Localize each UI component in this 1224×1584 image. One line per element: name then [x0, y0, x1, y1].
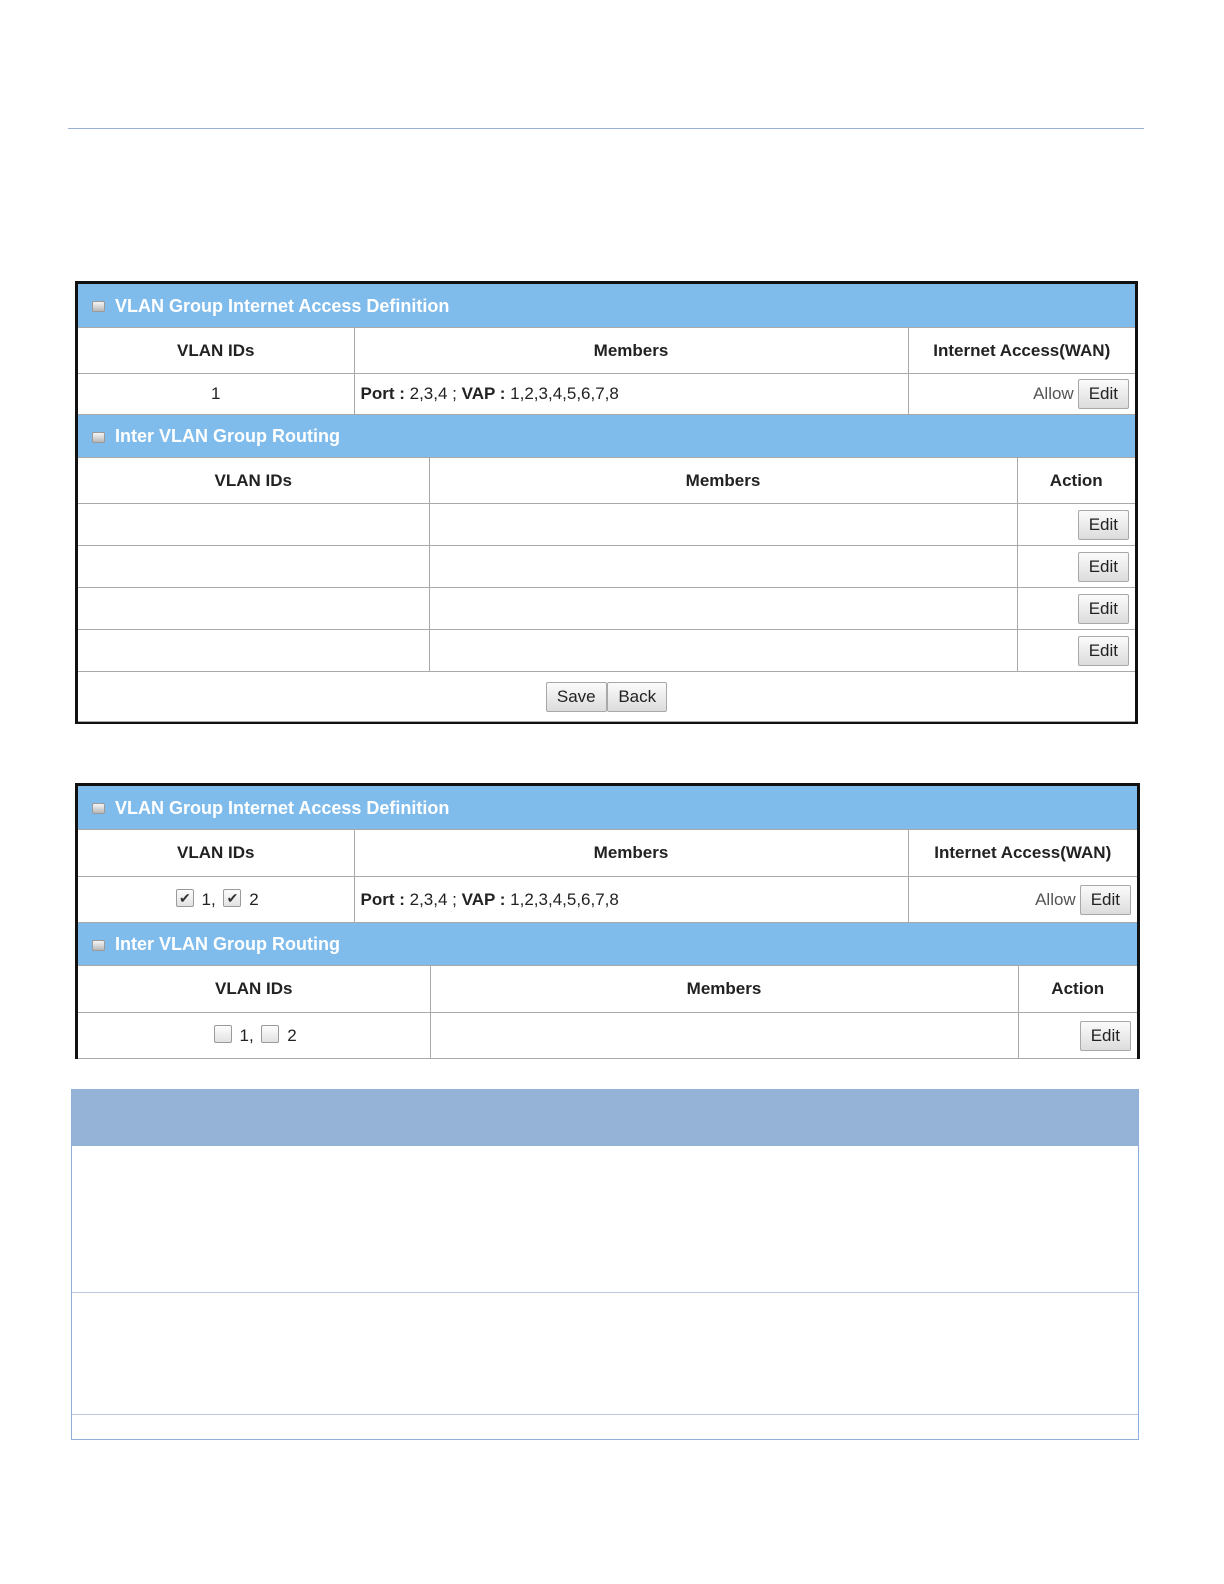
routing-action-cell [1017, 630, 1135, 672]
routing-action-cell [1018, 1013, 1137, 1059]
routing-vlan-2-checkbox[interactable] [261, 1025, 279, 1043]
save-button[interactable]: Save [546, 682, 607, 712]
separator: ; [452, 384, 457, 403]
vap-label: VAP : [461, 889, 506, 909]
access-row [78, 877, 1137, 923]
col-header-action: Action [1017, 458, 1135, 504]
routing-members-cell [429, 546, 1017, 588]
routing-members-cell [429, 504, 1017, 546]
routing-vlan-cell [78, 546, 429, 588]
port-label: Port : [360, 889, 405, 909]
port-label: Port : [360, 384, 405, 403]
access-header-row [78, 830, 1137, 877]
routing-vlan-cell [78, 1013, 430, 1059]
vlan-config-table-2 [78, 786, 1137, 923]
vap-value: 1,2,3,4,5,6,7,8 [510, 889, 619, 909]
routing-members-cell [429, 588, 1017, 630]
vlan-id-cell: 1 [78, 374, 354, 415]
routing-vlan-1-checkbox[interactable] [214, 1025, 232, 1043]
section-title: Inter VLAN Group Routing [115, 426, 340, 446]
col-header-internet-access: Internet Access(WAN) [908, 328, 1135, 374]
routing-members-cell [430, 1013, 1018, 1059]
routing-row [78, 504, 1135, 546]
members-cell [354, 374, 908, 415]
section-title: VLAN Group Internet Access Definition [115, 797, 450, 818]
col-header-members: Members [430, 966, 1018, 1013]
routing-vlan-1-label: 1, [239, 1025, 254, 1045]
access-row [78, 374, 1135, 415]
section-title: VLAN Group Internet Access Definition [115, 295, 450, 316]
routing-row [78, 1013, 1137, 1059]
access-status: Allow [1033, 384, 1074, 403]
routing-vlan-cell [78, 504, 429, 546]
routing-header-row [78, 458, 1135, 504]
col-header-vlan-ids: VLAN IDs [78, 458, 429, 504]
internet-access-cell [908, 877, 1137, 923]
routing-action-cell [1017, 588, 1135, 630]
description-table [71, 1089, 1139, 1440]
button-row [78, 672, 1135, 722]
routing-row [78, 546, 1135, 588]
section-bullet-icon [92, 803, 105, 814]
vlan-config-table-1 [78, 284, 1135, 415]
col-header-members: Members [429, 458, 1017, 504]
description-row [72, 1415, 1138, 1439]
description-row [72, 1146, 1138, 1293]
section-header-routing [78, 924, 1137, 966]
vlan-id-cell [78, 877, 354, 923]
col-header-internet-access: Internet Access(WAN) [908, 830, 1137, 877]
page-header-rule [68, 128, 1144, 129]
col-header-vlan-ids: VLAN IDs [78, 830, 354, 877]
col-header-members: Members [354, 328, 908, 374]
routing-action-cell [1017, 546, 1135, 588]
vlan-config-panel-1 [75, 281, 1138, 724]
edit-routing-button[interactable]: Edit [1078, 636, 1129, 666]
vlan-2-label: 2 [249, 889, 259, 909]
vlan-1-label: 1, [201, 889, 216, 909]
section-header-access [78, 285, 1135, 328]
col-header-vlan-ids: VLAN IDs [78, 966, 430, 1013]
back-button[interactable]: Back [607, 682, 667, 712]
description-table-header [72, 1089, 1138, 1146]
edit-routing-button[interactable]: Edit [1078, 510, 1129, 540]
members-cell [354, 877, 908, 923]
vap-value: 1,2,3,4,5,6,7,8 [510, 384, 619, 403]
section-header-routing [78, 416, 1135, 458]
separator: ; [452, 889, 457, 909]
vap-label: VAP : [461, 384, 506, 403]
section-bullet-icon [92, 940, 105, 951]
routing-vlan-2-label: 2 [287, 1025, 297, 1045]
section-title: Inter VLAN Group Routing [115, 934, 340, 954]
col-header-members: Members [354, 830, 908, 877]
description-row [72, 1293, 1138, 1415]
vlan-routing-table-1 [78, 415, 1135, 722]
routing-row [78, 630, 1135, 672]
edit-routing-button[interactable]: Edit [1078, 552, 1129, 582]
internet-access-cell [908, 374, 1135, 415]
edit-routing-button[interactable]: Edit [1078, 594, 1129, 624]
routing-action-cell [1017, 504, 1135, 546]
section-header-access [78, 787, 1137, 830]
vlan-config-panel-2 [75, 783, 1140, 1059]
section-bullet-icon [92, 301, 105, 312]
col-header-action: Action [1018, 966, 1137, 1013]
access-status: Allow [1035, 889, 1076, 909]
col-header-vlan-ids: VLAN IDs [78, 328, 354, 374]
port-value: 2,3,4 [409, 889, 448, 909]
routing-vlan-cell [78, 630, 429, 672]
vlan-2-checkbox[interactable]: ✔ [223, 889, 241, 907]
edit-access-button[interactable]: Edit [1080, 885, 1131, 915]
vlan-1-checkbox[interactable]: ✔ [176, 889, 194, 907]
routing-row [78, 588, 1135, 630]
routing-vlan-cell [78, 588, 429, 630]
routing-header-row [78, 966, 1137, 1013]
vlan-routing-table-2 [78, 923, 1137, 1059]
access-header-row [78, 328, 1135, 374]
routing-members-cell [429, 630, 1017, 672]
port-value: 2,3,4 [409, 384, 448, 403]
edit-routing-button[interactable]: Edit [1080, 1021, 1131, 1051]
section-bullet-icon [92, 432, 105, 443]
edit-access-button[interactable]: Edit [1078, 379, 1129, 409]
